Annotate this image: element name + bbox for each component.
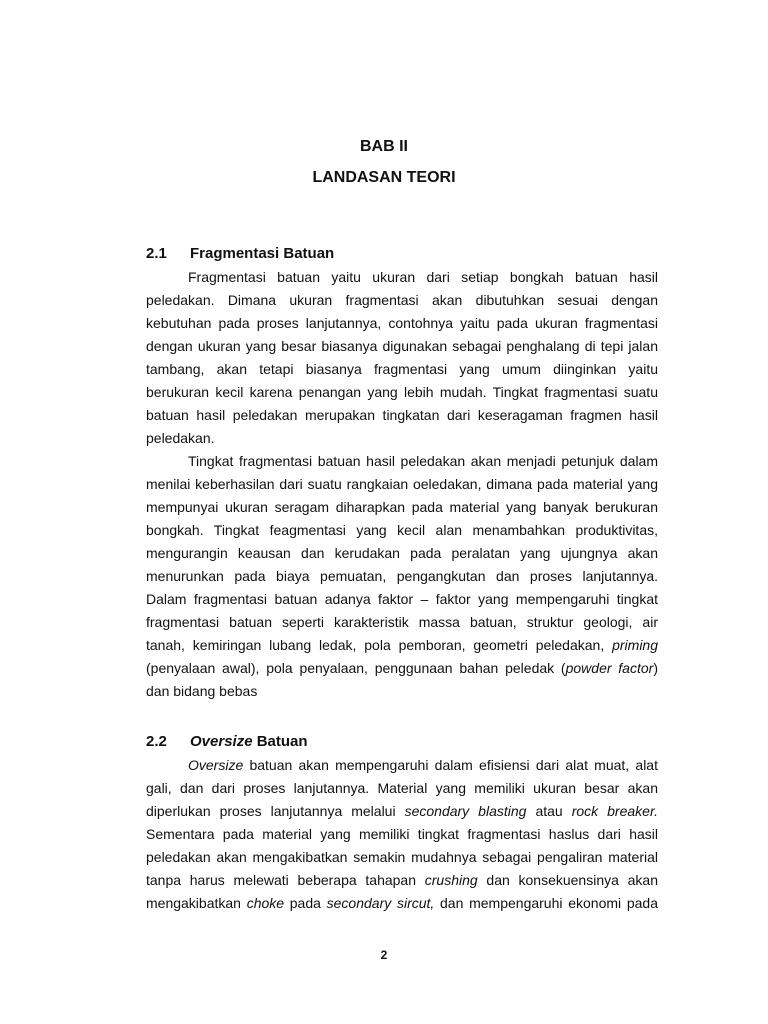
text-run: Tingkat fragmentasi batuan hasil peledakan akan menjadi petunjuk dalam [188,453,658,469]
text-run: menurunkan pada biaya pemuatan, pengangkutan dan proses lanjutannya. [146,568,658,584]
text-line [146,358,658,381]
text-run: dan konsekuensinya akan [477,872,658,888]
text-line [146,266,658,289]
page-number: 2 [380,948,388,962]
section-heading-2-2 [146,733,308,750]
text-line [146,381,658,404]
text-run: dan mempengaruhi ekonomi pada [434,895,658,911]
text-run: (penyalaan awal), pola penyalaan, penggunaan bahan peledak ( [146,660,566,676]
text-line [146,657,658,680]
chapter-number: BAB II [360,138,408,155]
text-line [146,800,658,823]
text-line [146,427,658,450]
chapter-title: LANDASAN TEORI [312,169,456,186]
section-title [190,733,308,750]
text-line [146,289,658,312]
text-line [146,519,658,542]
text-run: tambang, akan tetapi biasanya fragmentasi yang umum diinginkan yaitu [146,361,658,377]
text-run: peledakan akan mengakibatkan semakin mudahnya sebagai pengaliran material [146,849,658,865]
text-run: tanpa harus melewati beberapa tahapan [146,872,425,888]
section-number: 2.2 [146,733,167,750]
text-line [146,335,658,358]
text-line [146,565,658,588]
text-run: batuan hasil peledakan merupakan tingkatan dari keseragaman fragmen hasil [146,407,658,423]
text-line [146,404,658,427]
text-line [146,473,658,496]
text-run: Fragmentasi Batuan [190,245,335,262]
text-run: Dalam fragmentasi batuan adanya faktor – faktor yang mempengaruhi tingkat [146,591,658,607]
text-run: dengan ukuran yang besar biasanya digunakan sebagai penghalang di tepi jalan [146,338,658,354]
text-line [146,846,658,869]
italic-term: priming [612,637,658,653]
text-run: Batuan [252,733,308,750]
text-line [146,496,658,519]
text-run: dan bidang bebas [146,683,258,699]
section-body-2-1 [146,266,658,703]
section-title [190,245,334,262]
text-line [146,869,658,892]
text-run: ) [653,660,658,676]
text-run: gali, dan dari proses lanjutannya. Material yang memiliki ukuran besar akan [146,780,658,796]
italic-term: powder factor [565,660,654,676]
text-line [146,823,658,846]
text-line [146,777,658,800]
text-run: diperlukan proses lanjutannya melalui [146,803,405,819]
text-run: batuan akan mempengaruhi dalam efisiensi dari alat muat, alat [243,757,658,773]
text-line [146,312,658,335]
text-run: fragmentasi batuan seperti karakteristik massa batuan, struktur geologi, air [146,614,658,630]
text-run: mengakibatkan [146,895,247,911]
text-line [146,588,658,611]
text-line [146,680,658,703]
section-heading-2-1 [146,245,334,262]
text-run: atau [526,803,572,819]
italic-term: crushing [424,872,478,888]
text-run: menilai keberhasilan dari suatu rangkaian oeledakan, dimana pada material yang [146,476,658,492]
text-run: tanah, kemiringan lubang ledak, pola pemboran, geometri peledakan, [146,637,613,653]
text-run: berukuran kecil karena penangan yang lebih mudah. Tingkat fragmentasi suatu [146,384,658,400]
italic-term: secondary sircut, [326,895,435,911]
text-line [146,892,658,915]
text-run: Fragmentasi batuan yaitu ukuran dari setiap bongkah batuan hasil [188,269,658,285]
italic-term: rock breaker. [571,803,658,819]
italic-term: Oversize [188,757,244,773]
text-line [146,611,658,634]
text-run: pada [284,895,327,911]
italic-term: choke [246,895,285,911]
text-run: mempunyai ukuran seragam diharapkan pada material yang banyak berukuran [146,499,658,515]
text-run: kebutuhan pada proses lanjutannya, contohnya yaitu pada ukuran fragmentasi [146,315,658,331]
text-line [146,542,658,565]
text-line [146,450,658,473]
text-line [146,754,658,777]
text-line [146,634,658,657]
italic-term: Oversize [190,733,253,750]
text-run: bongkah. Tingkat feagmentasi yang kecil alan menambahkan produktivitas, [146,522,658,538]
italic-term: secondary blasting [404,803,527,819]
text-run: peledakan. Dimana ukuran fragmentasi akan dibutuhkan sesuai dengan [146,292,658,308]
section-body-2-2 [146,754,658,915]
text-run: Sementara pada material yang memiliki tingkat fragmentasi haslus dari hasil [146,826,658,842]
text-run: peledakan. [146,430,215,446]
text-run: mengurangin keausan dan kerudakan pada peralatan yang ujungnya akan [146,545,658,561]
section-number: 2.1 [146,245,167,262]
